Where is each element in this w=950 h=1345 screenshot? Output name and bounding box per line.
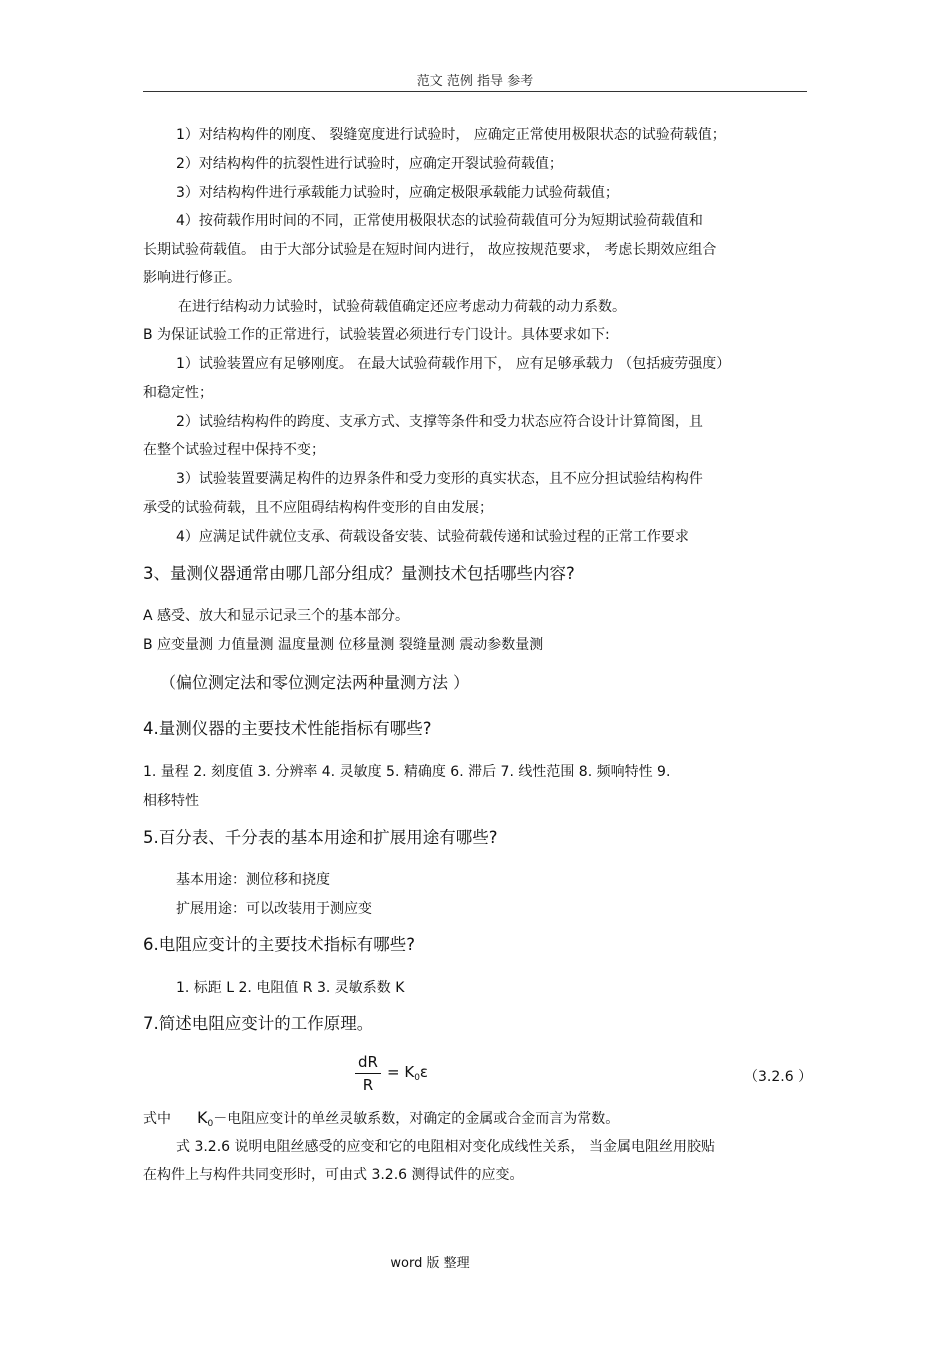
text-line: 在进行结构动力试验时，试验荷载值确定还应考虑动力荷载的动力系数。 — [178, 299, 626, 315]
question-7-heading: 7.简述电阻应变计的工作原理。 — [143, 1014, 374, 1033]
answer-7a — [143, 1109, 619, 1133]
answer-3a: A 感受、放大和显示记录三个的基本部分。 — [143, 608, 410, 624]
question-6-heading: 6.电阻应变计的主要技术指标有哪些? — [143, 935, 416, 954]
text-line: 3）试验装置要满足构件的边界条件和受力变形的真实状态，且不应分担试验结构构件 — [176, 471, 703, 487]
formula-equals-k: = K — [387, 1063, 415, 1081]
formula-fraction — [355, 1052, 381, 1095]
answer-7b: 式 3.2.6 说明电阻丝感受的应变和它的电阻相对变化成线性关系， 当金属电阻丝用胶贴 — [176, 1139, 715, 1155]
answer-7c: 在构件上与构件共同变形时，可由式 3.2.6 测得试件的应变。 — [143, 1167, 524, 1183]
text-line: 1）对结构构件的刚度、 裂缝宽度进行试验时， 应确定正常使用极限状态的试验荷载值； — [176, 127, 726, 143]
answer-7a-rest: －电阻应变计的单丝灵敏系数，对确定的金属或合金而言为常数。 — [213, 1111, 620, 1127]
page-footer: word 版 整理 — [390, 1256, 470, 1271]
question-5-heading: 5.百分表、千分表的基本用途和扩展用途有哪些? — [143, 828, 498, 847]
formula-numerator: dR — [358, 1053, 378, 1071]
equation-number: （3.2.6 ） — [744, 1069, 813, 1085]
formula-rhs — [387, 1063, 428, 1083]
page-header: 范文 范例 指导 参考 — [416, 74, 534, 89]
formula-subscript: 0 — [414, 1073, 420, 1083]
header-rule — [143, 91, 807, 92]
answer-7a-subscript: 0 — [207, 1119, 214, 1129]
answer-4b: 相移特性 — [143, 793, 199, 809]
text-line: 在整个试验过程中保持不变； — [143, 442, 325, 458]
text-line: 2）试验结构构件的跨度、支承方式、支撑等条件和受力状态应符合设计计算简图，且 — [176, 414, 703, 430]
answer-5b: 扩展用途：可以改装用于测应变 — [176, 901, 372, 917]
fraction-bar — [355, 1073, 381, 1074]
text-line: 4）应满足试件就位支承、荷载设备安装、试验荷载传递和试验过程的正常工作要求 — [176, 529, 689, 545]
answer-6: 1. 标距 L 2. 电阻值 R 3. 灵敏系数 K — [176, 980, 405, 996]
text-line: 影响进行修正。 — [143, 270, 241, 286]
formula-denominator: R — [362, 1076, 374, 1094]
answer-7a-prefix: 式中 — [143, 1111, 171, 1127]
answer-3b: B 应变量测 力值量测 温度量测 位移量测 裂缝量测 震动参数量测 — [143, 637, 544, 653]
text-line: 和稳定性； — [143, 385, 213, 401]
text-line: 2）对结构构件的抗裂性进行试验时，应确定开裂试验荷载值； — [176, 156, 563, 172]
answer-3c: （偏位测定法和零位测定法两种量测方法 ） — [160, 673, 470, 692]
text-line: B 为保证试验工作的正常进行，试验装置必须进行专门设计。具体要求如下: — [143, 327, 610, 343]
answer-7a-k: K — [197, 1108, 208, 1127]
question-4-heading: 4.量测仪器的主要技术性能指标有哪些? — [143, 719, 432, 738]
text-line: 承受的试验荷载，且不应阻碍结构构件变形的自由发展； — [143, 500, 493, 516]
formula-epsilon: ε — [419, 1063, 429, 1081]
text-line: 1）试验装置应有足够刚度。 在最大试验荷载作用下， 应有足够承载力 （包括疲劳强度） — [176, 356, 731, 372]
answer-4a: 1. 量程 2. 刻度值 3. 分辨率 4. 灵敏度 5. 精确度 6. 滞后 7. 线性范围 8. 频响特性 9. — [143, 764, 671, 780]
answer-5a: 基本用途：测位移和挠度 — [176, 872, 330, 888]
text-line: 3）对结构构件进行承载能力试验时，应确定极限承载能力试验荷载值； — [176, 185, 619, 201]
question-3-heading: 3、量测仪器通常由哪几部分组成？量测技术包括哪些内容? — [143, 564, 575, 583]
text-line: 4）按荷载作用时间的不同，正常使用极限状态的试验荷载值可分为短期试验荷载值和 — [176, 213, 703, 229]
text-line: 长期试验荷载值。 由于大部分试验是在短时间内进行， 故应按规范要求， 考虑长期效应组合 — [143, 242, 717, 258]
